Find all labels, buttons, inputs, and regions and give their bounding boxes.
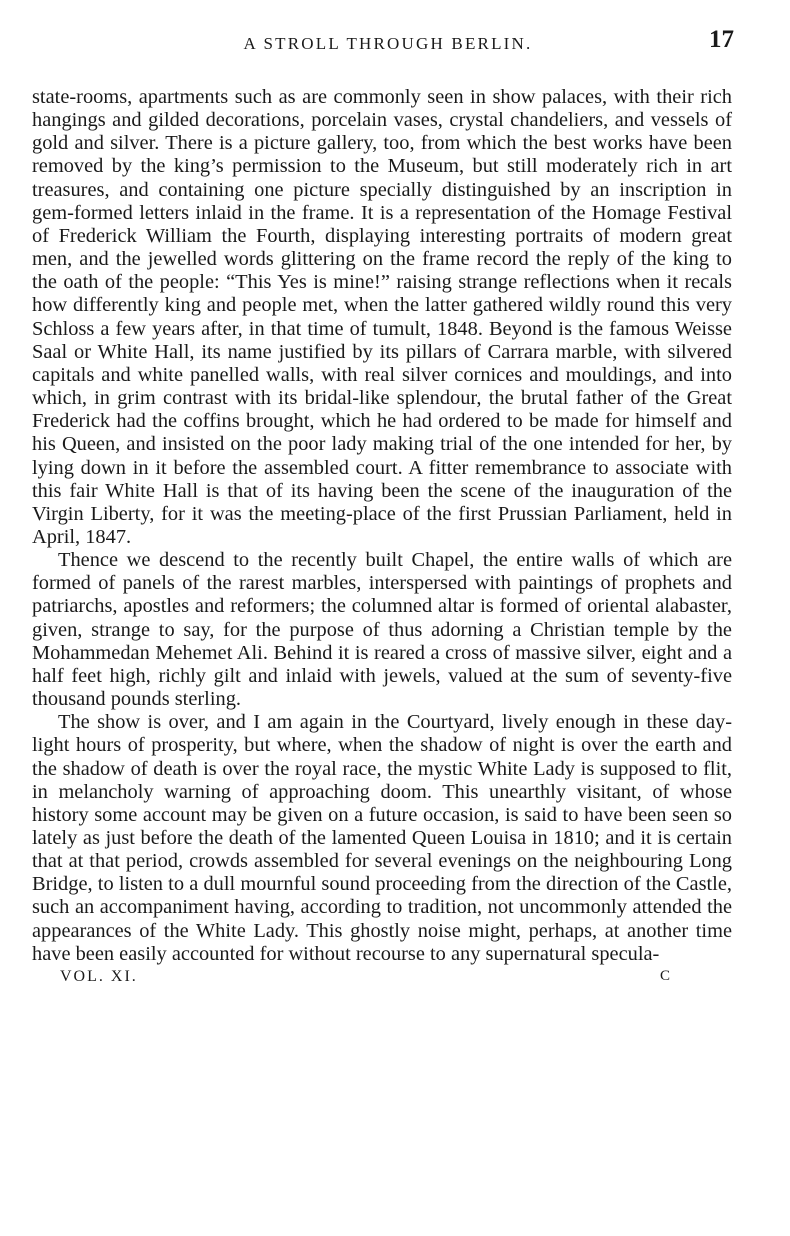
book-page — [32, 26, 732, 998]
paragraph-3: The show is over, and I am again in the Courtyard, lively enough in these day-light hours of prosperity, but where, when the shadow of night is over the earth and the shadow of death is over the royal race, the mystic White Lady is supposed to flit, in melancholy warning of approaching doom. This unearthly visitant, of whose history some account may be given on a future occasion, is said to have been seen so lately as just before the death of the lamented Queen Louisa in 1810; and it is certain that at that period, crowds assembled for several evenings on the neighbouring Long Bridge, to listen to a dull mournful sound proceeding from the direction of the Castle, such an accompaniment having, according to tradition, not uncommonly attended the appearances of the White Lady. This ghostly noise might, perhaps, at another time have been easily accounted for without recourse to any supernatural specula- — [32, 711, 732, 965]
page-footer — [32, 968, 732, 998]
paragraph-2: Thence we descend to the recently built Chapel, the entire walls of which are formed of panels of the rarest marbles, interspersed with paintings of prophets and patriarchs, apostles and reformers; the columned altar is formed of oriental alabaster, given, strange to say, for the purpose of thus adorning a Christian temple by the Mohammedan Mehemet Ali. Behind it is reared a cross of massive silver, eight and a half feet high, richly gilt and inlaid with jewels, valued at the sum of seventy-five thousand pounds sterling. — [32, 549, 732, 711]
volume-mark: VOL. XI. — [60, 967, 138, 985]
body-text — [32, 86, 732, 966]
paragraph-1: state-rooms, apartments such as are commonly seen in show palaces, with their rich hangings and gilded decorations, porcelain vases, crystal chandeliers, and vessels of gold and silver. There is a picture gallery, too, from which the best works have been removed by the king’s permission to the Museum, but still moderately rich in art treasures, and containing one picture specially distinguished by an inscription in gem-formed letters inlaid in the frame. It is a representation of the Homage Festival of Frederick William the Fourth, displaying interesting portraits of modern great men, and the jewelled words glittering on the frame record the reply of the king to the oath of the people: “This Yes is mine!” raising strange reflections when it recals how differently king and people met, when the latter gathered wildly round this very Schloss a few years after, in that time of tumult, 1848. Beyond is the famous Weisse Saal or White Hall, its name justified by its pillars of Carrara marble, with silvered capitals and white panelled walls, with real silver cornices and mouldings, and into which, in grim contrast with its bridal-like splendour, the brutal father of the Great Frederick had the coffins brought, which he had ordered to be made for himself and his Queen, and insisted on the poor lady making trial of the one intended for her, by lying down in it before the assembled court. A fitter remembrance to associate with this fair White Hall is that of its having been the scene of the inauguration of the Virgin Liberty, for it was the meeting-place of the first Prussian Parliament, held in April, 1847. — [32, 86, 732, 548]
signature-mark: C — [659, 967, 670, 984]
page-number: 17 — [709, 26, 734, 53]
running-title: A STROLL THROUGH BERLIN. — [243, 34, 533, 53]
running-head — [32, 26, 732, 66]
